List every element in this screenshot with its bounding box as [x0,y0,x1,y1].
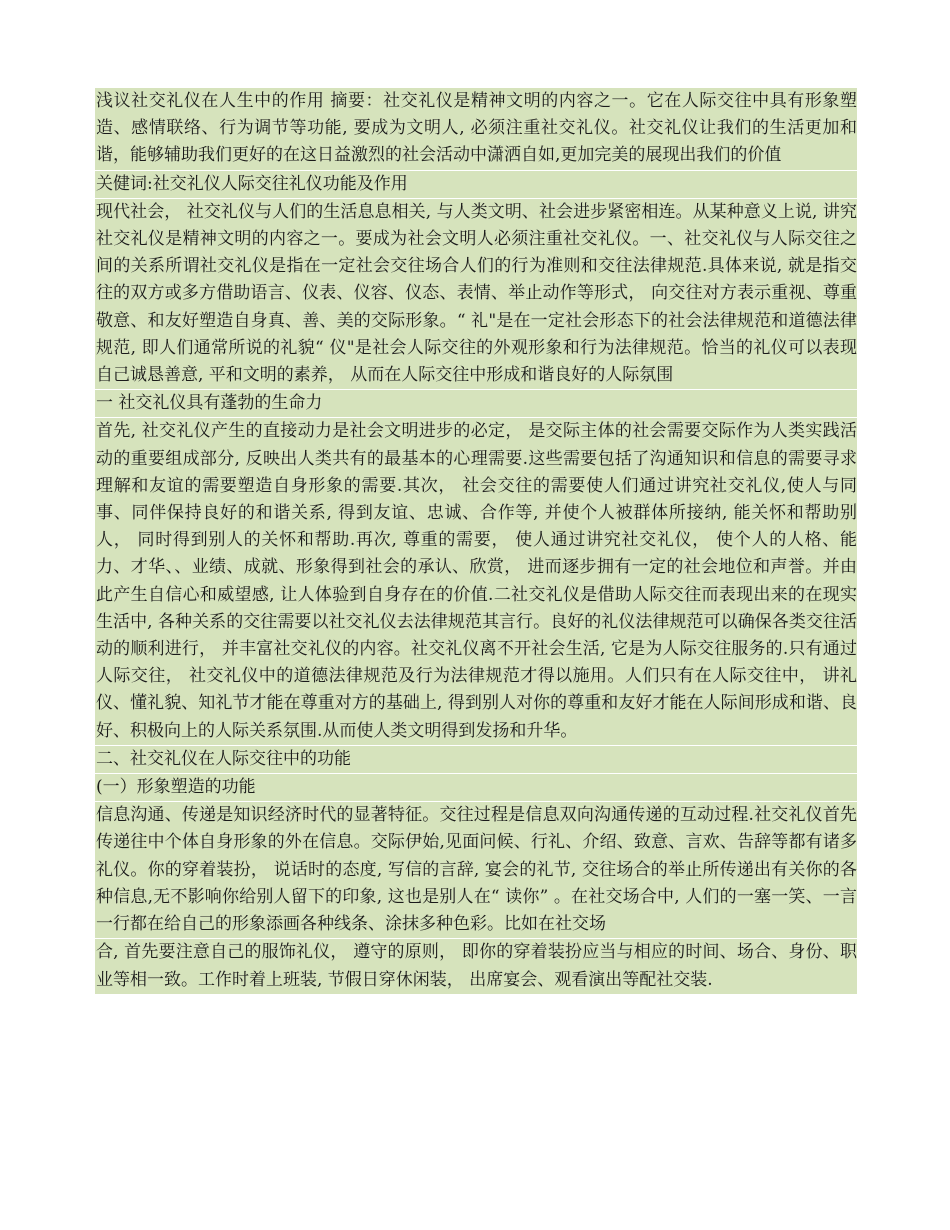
intro-paragraph: 现代社会， 社交礼仪与人们的生活息息相关, 与人类文明、社会进步紧密相连。从某种意义上说, 讲究社交礼仪是精神文明的内容之一。要成为社会文明人必须注重社交礼仪。一、社交礼仪与人际交往之间的关系所谓社交礼仪是指在一定社会交往场合人们的行为准则和交往法律规范.具体来说, 就是指交往的双方或多方借助语言、仪表、仪容、仪态、表情、举止动作等形式， 向交往对方表示重视、尊重敬意、和友好塑造自身真、善、美的交际形象。“ 礼"是在一定社会形态下的社会法律规范和道德法律规范, 即人们通常所说的礼貌“ 仪"是社会人际交往的外观形象和行为法律规范。恰当的礼仪可以表现自己诚恳善意, 平和文明的素养， 从而在人际交往中形成和谐良好的人际氛围 [95,199,857,389]
section-heading-1: 一 社交礼仪具有蓬勃的生命力 [95,390,857,417]
title-abstract-paragraph: 浅议社交礼仪在人生中的作用 摘要：社交礼仪是精神文明的内容之一。它在人际交往中具有形象塑造、感情联络、行为调节等功能, 要成为文明人, 必须注重社交礼仪。社交礼仪让我们的生活更加和谐，能够辅助我们更好的在这日益激烈的社会活动中潇洒自如,更加完美的展现出我们的价值 [95,88,857,170]
body-paragraph-3: 合, 首先要注意自己的服饰礼仪， 遵守的原则， 即你的穿着装扮应当与相应的时间、场合、身份、职业等相一致。工作时着上班装, 节假日穿休闲装， 出席宴会、观看演出等配社交装. [95,939,857,993]
body-paragraph-2: 信息沟通、传递是知识经济时代的显著特征。交往过程是信息双向沟通传递的互动过程.社交礼仪首先传递往中个体自身形象的外在信息。交际伊始,见面问候、行礼、介绍、致意、言欢、告辞等都有诸多礼仪。你的穿着装扮， 说话时的态度, 写信的言辞, 宴会的礼节, 交往场合的举止所传递出有关你的各种信息,无不影响你给别人留下的印象, 这也是别人在“ 读你” 。在社交场合中, 人们的一塞一笑、一言一行都在给自己的形象添画各种线条、涂抹多种色彩。比如在社交场 [95,802,857,938]
subsection-heading-1: (一）形象塑造的功能 [95,774,857,801]
keywords-paragraph: 关健词:社交礼仪人际交往礼仪功能及作用 [95,171,857,198]
body-paragraph-1: 首先, 社交礼仪产生的直接动力是社会文明进步的必定， 是交际主体的社会需要交际作为人类实践活动的重要组成部分, 反映出人类共有的最基本的心理需要.这些需要包括了沟通知识和信息的需要寻求理解和友谊的需要塑造自身形象的需要.其次， 社会交往的需要使人们通过讲究社交礼仪,使人与同事、同伴保持良好的和谐关系, 得到友谊、忠诚、合作等, 并使个人被群体所接纳, 能关怀和帮助别人， 同时得到别人的关怀和帮助.再次, 尊重的需要， 使人通过讲究社交礼仪， 使个人的人格、能力、才华、、业绩、成就、形象得到社会的承认、欣赏， 进而逐步拥有一定的社会地位和声誉。并由此产生自信心和威望感, 让人体验到自身存在的价值.二社交礼仪是借助人际交往而表现出来的在现实生活中, 各种关系的交往需要以社交礼仪去法律规范其言行。良好的礼仪法律规范可以确保各类交往活动的顺利进行， 并丰富社交礼仪的内容。社交礼仪离不开社会生活, 它是为人际交往服务的.只有通过人际交往， 社交礼仪中的道德法律规范及行为法律规范才得以施用。人们只有在人际交往中， 讲礼仪、懂礼貌、知礼节才能在尊重对方的基础上, 得到别人对你的尊重和友好才能在人际间形成和谐、良好、积极向上的人际关系氛围.从而使人类文明得到发扬和升华。 [95,418,857,744]
document-body [95,88,857,995]
section-heading-2: 二、社交礼仪在人际交往中的功能 [95,746,857,773]
